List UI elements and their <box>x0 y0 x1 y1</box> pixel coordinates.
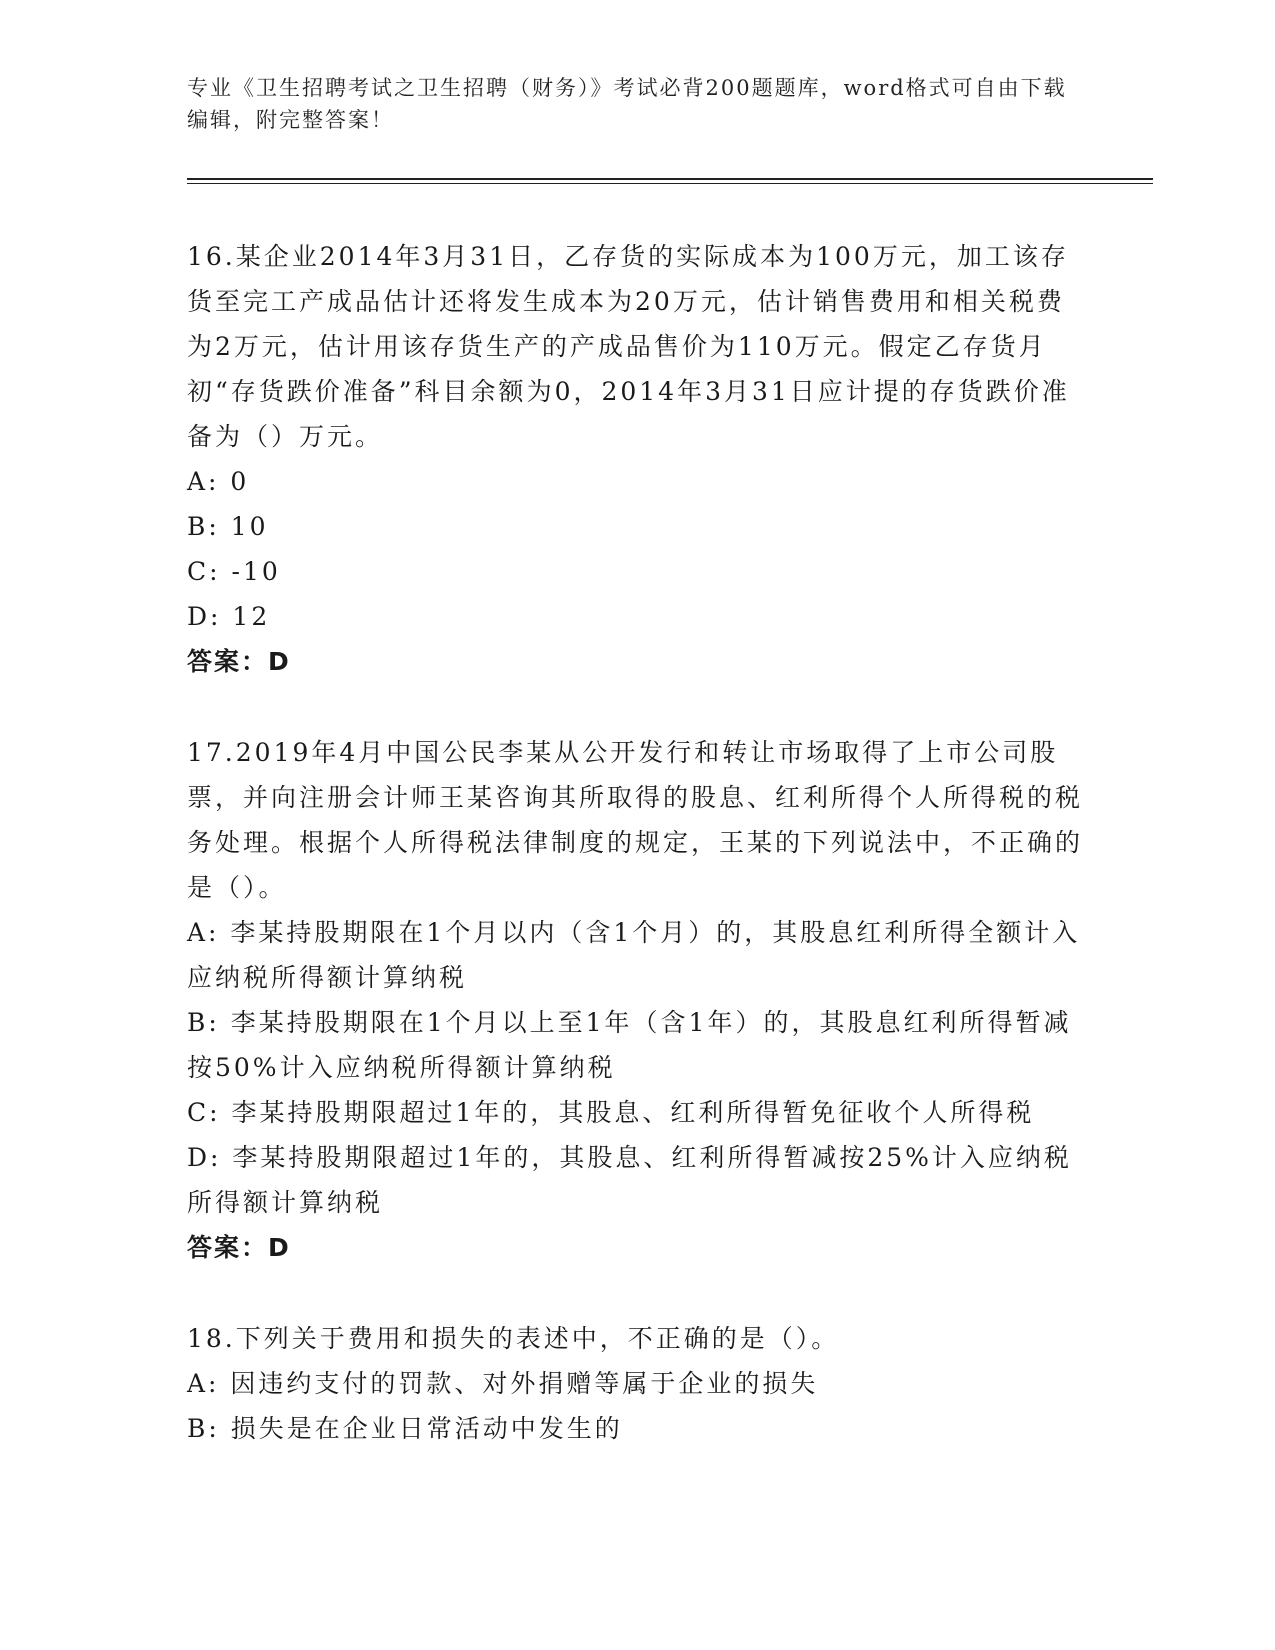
question-18 <box>187 1316 1087 1451</box>
option-d: D: 12 <box>187 602 271 631</box>
question-list <box>187 234 1087 1497</box>
option-b: B: 10 <box>187 512 269 541</box>
question-stem: 18.下列关于费用和损失的表述中，不正确的是（）。 <box>187 1324 840 1353</box>
option-c: C: -10 <box>187 557 281 586</box>
header-divider-thick <box>187 178 1153 180</box>
question-stem: 17.2019年4月中国公民李某从公开发行和转让市场取得了上市公司股票，并向注册会计师王某咨询其所取得的股息、红利所得个人所得税的税务处理。根据个人所得税法律制度的规定，王某的下列说法中，不正确的是（）。 <box>187 738 1084 902</box>
answer: 答案：D <box>187 1233 291 1262</box>
question-16 <box>187 234 1087 684</box>
question-stem: 16.某企业2014年3月31日，乙存货的实际成本为100万元，加工该存货至完工产成品估计还将发生成本为20万元，估计销售费用和相关税费为2万元，估计用该存货生产的产成品售价为110万元。假定乙存货月初“存货跌价准备”科目余额为0，2014年3月31日应计提的存货跌价准备为（）万元。 <box>187 242 1070 451</box>
option-a: A: 0 <box>187 467 250 496</box>
option-a: A: 李某持股期限在1个月以内（含1个月）的，其股息红利所得全额计入应纳税所得额计算纳税 <box>187 918 1081 992</box>
option-c: C: 李某持股期限超过1年的，其股息、红利所得暂免征收个人所得税 <box>187 1098 1035 1127</box>
question-17 <box>187 730 1087 1270</box>
option-b: B: 李某持股期限在1个月以上至1年（含1年）的，其股息红利所得暂减按50%计入应纳税所得额计算纳税 <box>187 1008 1072 1082</box>
option-b: B: 损失是在企业日常活动中发生的 <box>187 1414 623 1443</box>
header-divider-thin <box>187 183 1153 184</box>
option-d: D: 李某持股期限超过1年的，其股息、红利所得暂减按25%计入应纳税所得额计算纳税 <box>187 1143 1072 1217</box>
answer: 答案：D <box>187 647 291 676</box>
option-a: A: 因违约支付的罚款、对外捐赠等属于企业的损失 <box>187 1369 819 1398</box>
document-header: 专业《卫生招聘考试之卫生招聘（财务）》考试必背200题题库，word格式可自由下载编辑，附完整答案！ <box>187 76 1067 132</box>
